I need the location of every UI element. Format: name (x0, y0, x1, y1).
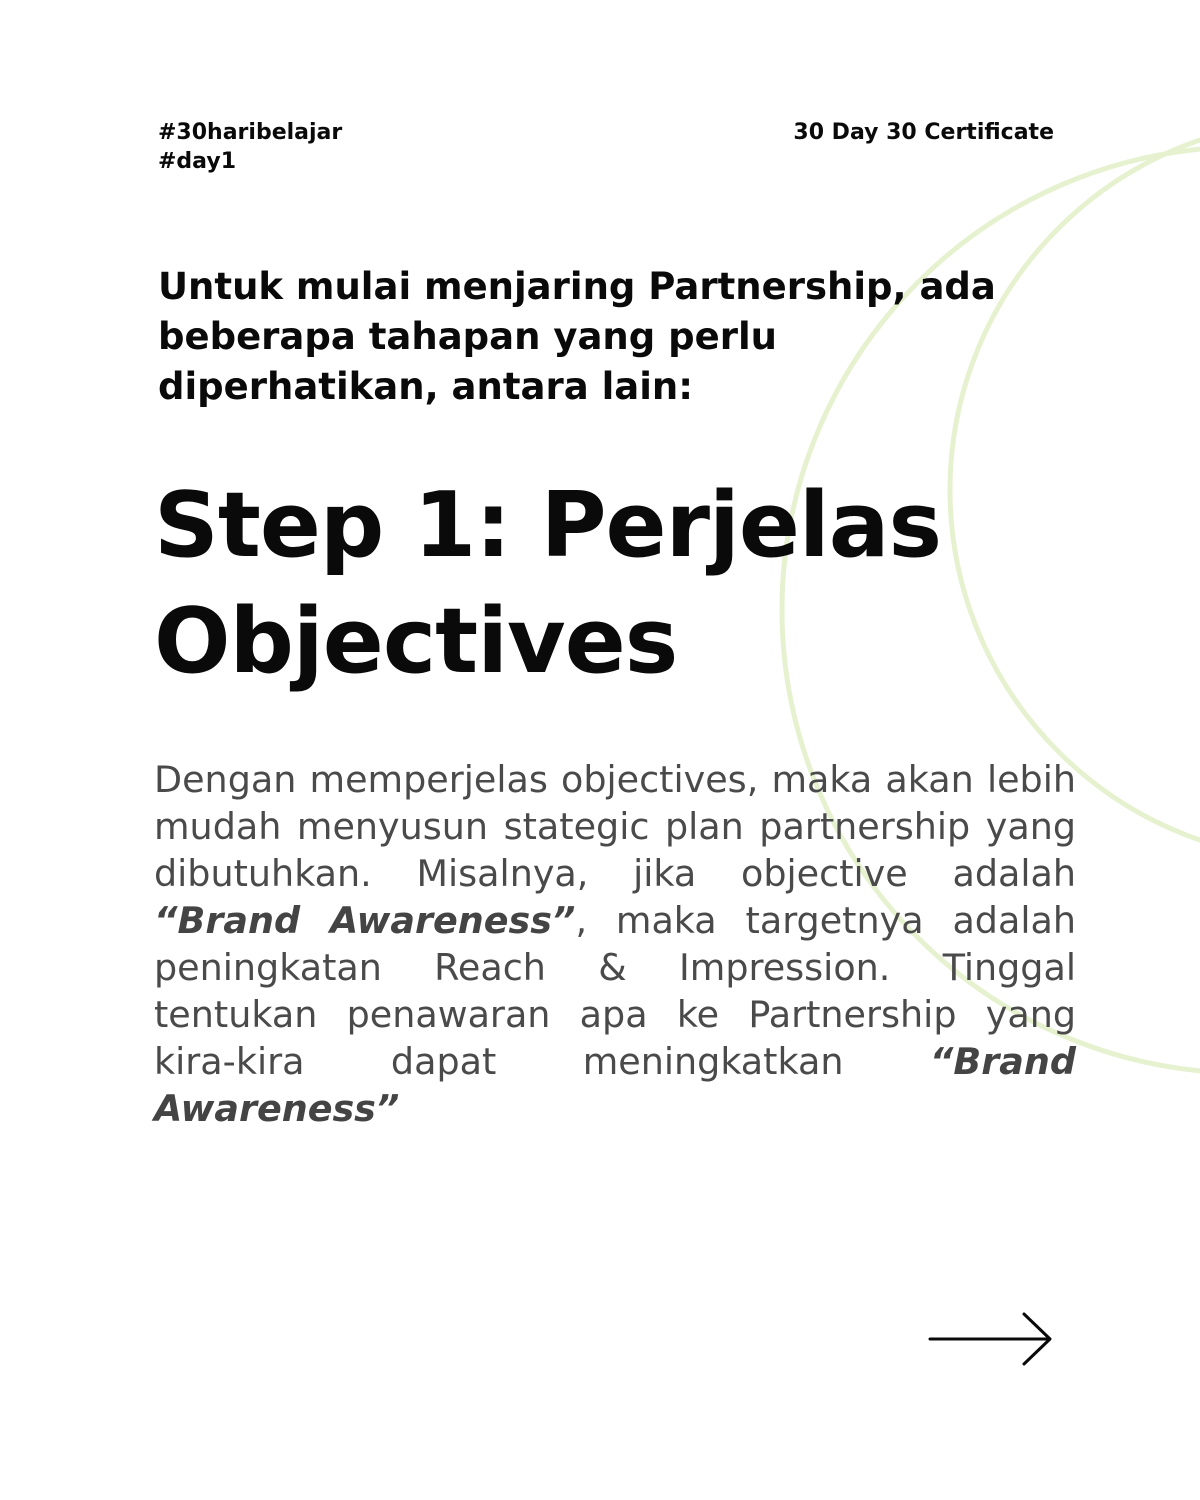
brand-awareness-emphasis: “Brand Awareness” (154, 899, 576, 942)
body-text-part2: , maka targetnya adalah peningkatan Reach & Impression. Tinggal tentukan penawaran apa ke Partnership yang kira-kira dapat meningkatkan (154, 899, 1076, 1083)
hashtag-day1: #day1 (158, 149, 236, 174)
series-title: 30 Day 30 Certificate (793, 120, 1054, 145)
body-text-part1: Dengan memperjelas objectives, maka akan lebih mudah menyusun stategic plan partnership yang dibutuhkan. Misalnya, jika objective adalah (154, 758, 1076, 895)
arrow-right-icon[interactable] (926, 1308, 1056, 1370)
hashtag-30haribelajar: #30haribelajar (158, 120, 343, 145)
hashtag-list (158, 118, 342, 176)
step-headline: Step 1: Perjelas Objectives (154, 473, 942, 694)
body-paragraph (154, 756, 1076, 1132)
intro-text: Untuk mulai menjaring Partnership, ada beberapa tahapan yang perlu diperhatikan, antara lain: (158, 265, 996, 408)
brand-awareness-emphasis-closing: “Brand Awareness” (154, 1040, 1076, 1130)
